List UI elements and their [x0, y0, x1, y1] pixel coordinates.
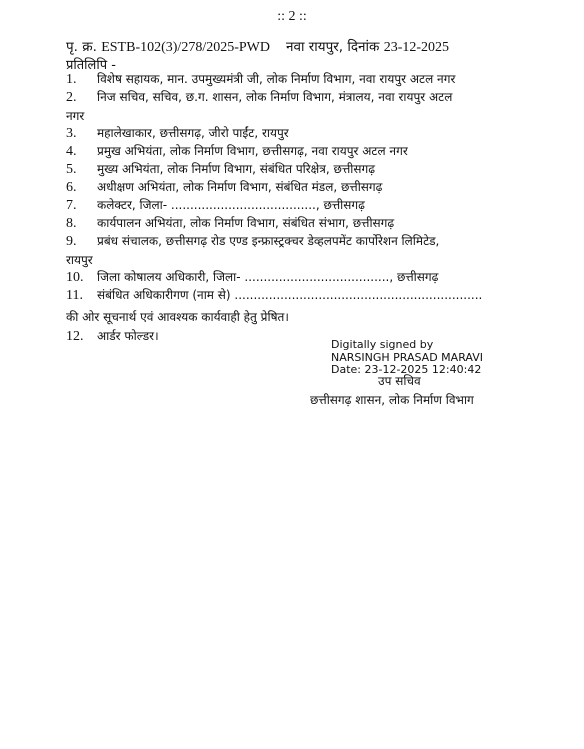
item-number: 11.: [66, 288, 83, 303]
digital-signature: [331, 339, 483, 377]
item-number: 10.: [66, 270, 84, 285]
list-item-9: [66, 232, 526, 269]
closing-line: की ओर सूचनार्थ एवं आवश्यक कार्यवाही हेतु प्रेषित।: [66, 310, 289, 324]
designation: उप सचिव: [378, 374, 421, 388]
item-number: 5.: [66, 162, 77, 177]
item-text: विशेष सहायक, मान. उपमुख्यमंत्री जी, लोक निर्माण विभाग, नवा रायपुर अटल नगर: [97, 72, 456, 86]
reference-prefix: पृ. क्र.: [66, 39, 97, 55]
list-item-10: [66, 268, 526, 287]
item-text: महालेखाकार, छत्तीसगढ़, जीरो पाईंट, रायपुर: [97, 126, 289, 140]
item-text: जिला कोषालय अधिकारी, जिला- ......................................, छत्तीसगढ़: [97, 270, 439, 284]
item-text-continued: रायपुर: [66, 253, 93, 267]
list-item-11: [66, 286, 526, 305]
list-item-7: [66, 196, 526, 215]
place-date-label: नवा रायपुर, दिनांक: [285, 39, 380, 55]
item-number: 4.: [66, 144, 77, 159]
page-number: :: 2 ::: [277, 9, 307, 24]
item-text: प्रमुख अभियंता, लोक निर्माण विभाग, छत्तीसगढ़, नवा रायपुर अटल नगर: [97, 144, 408, 158]
item-text-continued: नगर: [66, 109, 85, 123]
signature-date: Date: 23-12-2025 12:40:42: [331, 363, 482, 376]
reference-number: ESTB-102(3)/278/2025-PWD: [101, 40, 270, 55]
item-number: 8.: [66, 216, 77, 231]
signature-line-1: Digitally signed by: [331, 338, 434, 351]
item-text: संबंधित अधिकारीगण (नाम से) .................................................................: [97, 288, 483, 302]
signer-name: NARSINGH PRASAD MARAVI: [331, 350, 483, 364]
item-text: निज सचिव, सचिव, छ.ग. शासन, लोक निर्माण विभाग, मंत्रालय, नवा रायपुर अटल: [97, 90, 453, 104]
item-text: मुख्य अभियंता, लोक निर्माण विभाग, संबंधित परिक्षेत्र, छत्तीसगढ़: [97, 162, 375, 176]
item-text: प्रबंध संचालक, छत्तीसगढ़ रोड एण्ड इन्फ्रास्ट्रक्चर डेव्हलपमेंट कार्पोरेशन लिमिटेड,: [97, 234, 440, 248]
list-item-4: [66, 142, 526, 161]
item-text: कलेक्टर, जिला- ......................................, छत्तीसगढ़: [97, 198, 365, 212]
list-item-1: [66, 70, 526, 89]
item-number: 2.: [66, 90, 77, 105]
list-item-12: [66, 327, 159, 345]
list-item-6: [66, 178, 526, 197]
item-text: कार्यपालन अभियंता, लोक निर्माण विभाग, संबंधित संभाग, छत्तीसगढ़: [97, 216, 395, 230]
item-number: 1.: [66, 72, 77, 87]
item-number: 9.: [66, 234, 77, 249]
list-item-2: [66, 88, 526, 125]
department: छत्तीसगढ़ शासन, लोक निर्माण विभाग: [310, 393, 474, 407]
item-number: 6.: [66, 180, 77, 195]
list-item-8: [66, 214, 526, 233]
list-item-3: [66, 124, 526, 143]
copy-heading: प्रतिलिपि -: [66, 58, 116, 73]
reference-date: 23-12-2025: [383, 40, 450, 55]
list-item-5: [66, 160, 526, 179]
item-number: 12.: [66, 329, 84, 344]
reference-line: [66, 37, 566, 56]
item-text: आर्डर फोल्डर।: [97, 329, 159, 343]
item-number: 3.: [66, 126, 77, 141]
item-text: अधीक्षण अभियंता, लोक निर्माण विभाग, संबंधित मंडल, छत्तीसगढ़: [97, 180, 383, 194]
item-number: 7.: [66, 198, 77, 213]
